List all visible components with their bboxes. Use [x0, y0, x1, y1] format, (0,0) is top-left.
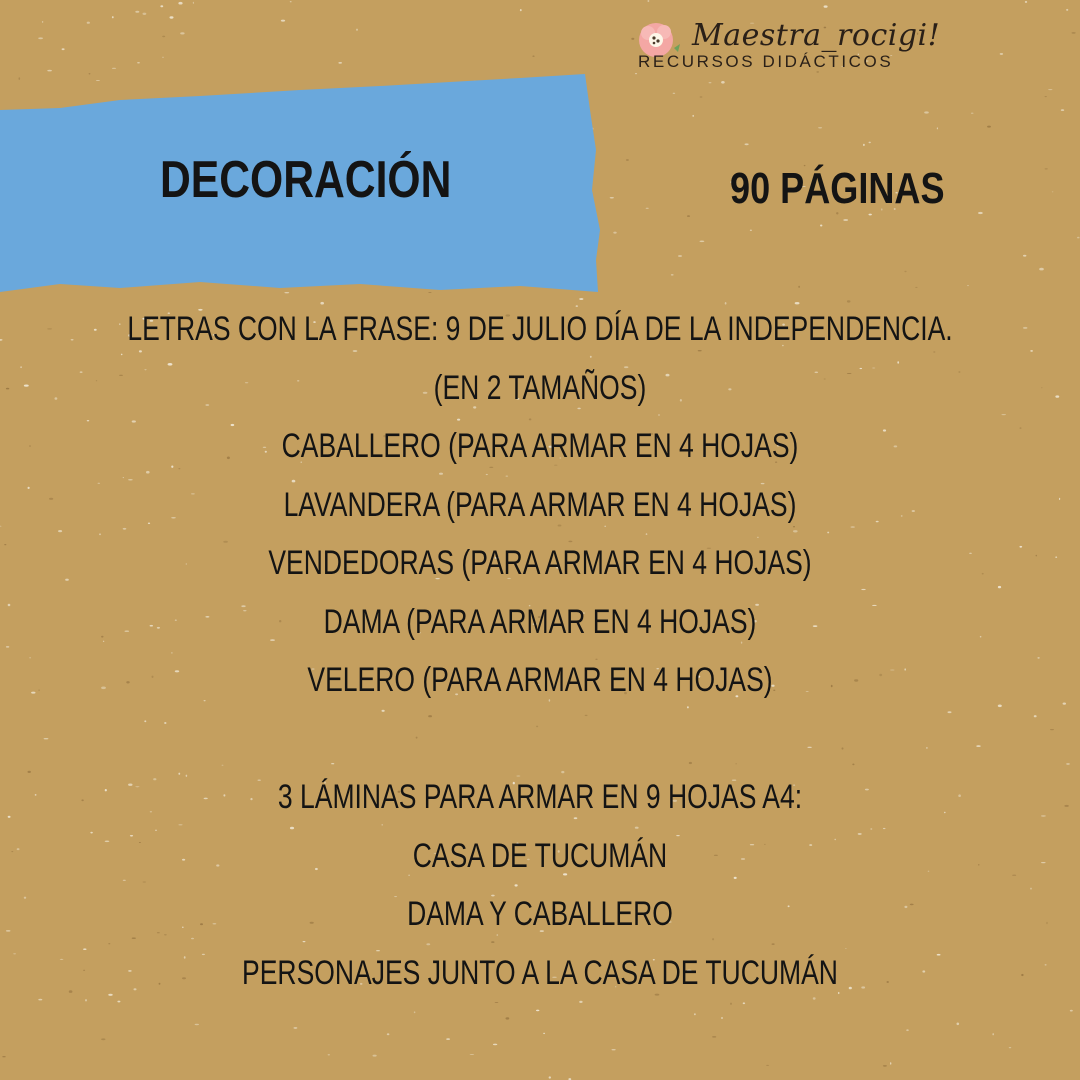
list-item: CASA DE TUCUMÁN: [412, 836, 668, 875]
spacer: [119, 710, 961, 769]
list-item: VENDEDORAS (PARA ARMAR EN 4 HOJAS): [268, 544, 812, 582]
list-item: VELERO (PARA ARMAR EN 4 HOJAS): [307, 661, 773, 699]
brand-tagline: RECURSOS DIDÁCTICOS: [638, 52, 894, 71]
list-item: PERSONAJES JUNTO A LA CASA DE TUCUMÁN: [242, 953, 838, 992]
page-count: 90 PÁGINAS: [730, 164, 945, 213]
brand-name: Maestra_rocigi!: [692, 18, 941, 53]
list-item: DAMA Y CABALLERO: [407, 895, 673, 933]
list-item: DAMA (PARA ARMAR EN 4 HOJAS): [323, 602, 757, 641]
list-item: LETRAS CON LA FRASE: 9 DE JULIO DÍA DE LA INDEPENDENCIA.: [127, 310, 953, 348]
list-item: (EN 2 TAMAÑOS): [433, 368, 647, 407]
brand-logo: [632, 14, 941, 78]
list-item: LAVANDERA (PARA ARMAR EN 4 HOJAS): [283, 485, 797, 524]
page-title: DECORACIÓN: [160, 151, 452, 209]
list-item: CABALLERO (PARA ARMAR EN 4 HOJAS): [281, 427, 799, 465]
list-item: 3 LÁMINAS PARA ARMAR EN 9 HOJAS A4:: [277, 778, 803, 816]
content-list: [0, 300, 1080, 1002]
